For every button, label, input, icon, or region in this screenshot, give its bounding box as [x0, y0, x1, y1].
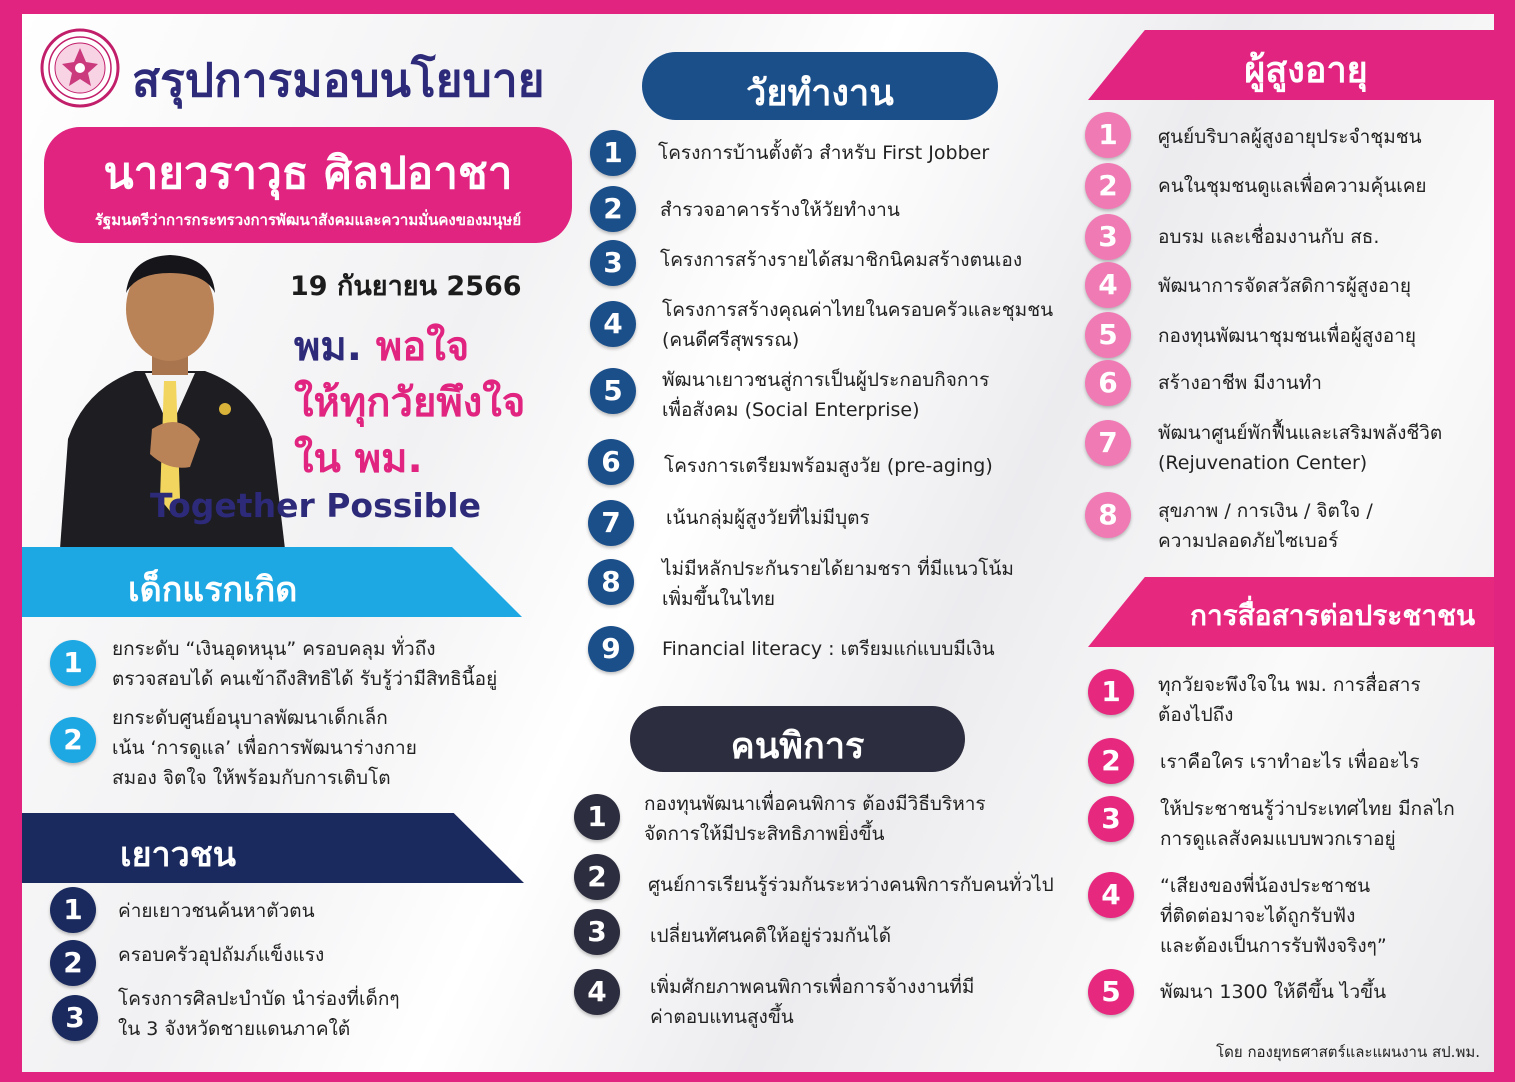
communication-number-3: 3 — [1088, 796, 1134, 842]
elderly-item-2: คนในชุมชนดูแลเพื่อความคุ้นเคย — [1158, 175, 1427, 197]
youth-item-2: ครอบครัวอุปถัมภ์แข็งแรง — [118, 944, 325, 966]
disabled-number-2: 2 — [574, 854, 620, 900]
communication-item-1: ทุกวัยจะพึงใจใน พม. การสื่อสาร ต้องไปถึง — [1158, 674, 1421, 726]
elderly-number-4: 4 — [1085, 262, 1131, 308]
communication-item-4: “เสียงของพี่น้องประชาชน ที่ติดต่อมาจะได้ถูกรับฟัง และต้องเป็นการรับฟังจริงๆ” — [1160, 875, 1387, 957]
youth-heading: เยาวชน — [120, 835, 237, 875]
child-number-1: 1 — [50, 640, 96, 686]
elderly-heading: ผู้สูงอายุ — [1244, 50, 1368, 91]
communication-number-1: 1 — [1088, 669, 1134, 715]
ministry-seal-icon — [40, 28, 120, 108]
communication-item-2: เราคือใคร เราทำอะไร เพื่ออะไร — [1160, 751, 1420, 773]
elderly-number-8: 8 — [1085, 492, 1131, 538]
youth-number-3: 3 — [52, 995, 98, 1041]
working-number-3: 3 — [590, 240, 636, 286]
slogan-ministry: พม. — [294, 324, 362, 370]
child-item-2: ยกระดับศูนย์อนุบาลพัฒนาเด็กเล็ก เน้น ‘การดูแล’ เพื่อการพัฒนาร่างกาย สมอง จิตใจ ให้พร้อมกับการเติบโต — [112, 707, 417, 789]
working-item-2: สำรวจอาคารร้างให้วัยทำงาน — [660, 199, 900, 221]
working-item-6: โครงการเตรียมพร้อมสูงวัย (pre-aging) — [664, 455, 993, 477]
working-item-7: เน้นกลุ่มผู้สูงวัยที่ไม่มีบุตร — [666, 507, 870, 529]
elderly-item-7: พัฒนาศูนย์พักฟื้นและเสริมพลังชีวิต (Rejuvenation Center) — [1158, 422, 1443, 474]
youth-number-1: 1 — [50, 887, 96, 933]
working-number-2: 2 — [590, 186, 636, 232]
working-number-7: 7 — [588, 500, 634, 546]
disabled-heading: คนพิการ — [730, 726, 865, 767]
working-number-6: 6 — [588, 439, 634, 485]
elderly-item-8: สุขภาพ / การเงิน / จิตใจ / ความปลอดภัยไซเบอร์ — [1158, 500, 1373, 552]
working-item-9: Financial literacy : เตรียมแก่แบบมีเงิน — [662, 638, 995, 660]
communication-number-4: 4 — [1088, 872, 1134, 918]
slogan-line-1 — [294, 314, 469, 378]
elderly-item-1: ศูนย์บริบาลผู้สูงอายุประจำชุมชน — [1158, 126, 1422, 148]
communication-number-5: 5 — [1088, 969, 1134, 1015]
slogan-english: Together Possible — [150, 486, 481, 525]
youth-item-3: โครงการศิลปะบำบัด นำร่องที่เด็กๆ ใน 3 จังหวัดชายแดนภาคใต้ — [118, 988, 400, 1040]
elderly-item-3: อบรม และเชื่อมงานกับ สธ. — [1158, 226, 1380, 248]
child-item-1: ยกระดับ “เงินอุดหนุน” ครอบคลุม ทั่วถึง ตรวจสอบได้ คนเข้าถึงสิทธิได้ รับรู้ว่ามีสิทธินี้อยู่ — [112, 638, 498, 690]
working-item-8: ไม่มีหลักประกันรายได้ยามชรา ที่มีแนวโน้ม เพิ่มขึ้นในไทย — [662, 558, 1014, 610]
elderly-item-6: สร้างอาชีพ มีงานทำ — [1158, 372, 1322, 394]
youth-heading-banner — [22, 813, 524, 883]
footer-credit: โดย กองยุทธศาสตร์และแผนงาน สป.พม. — [1216, 1043, 1480, 1061]
elderly-number-7: 7 — [1085, 420, 1131, 466]
disabled-number-4: 4 — [574, 969, 620, 1015]
child-heading: เด็กแรกเกิด — [128, 570, 298, 610]
elderly-number-5: 5 — [1085, 312, 1131, 358]
communication-heading: การสื่อสารต่อประชาชน — [1190, 599, 1476, 632]
elderly-number-6: 6 — [1085, 360, 1131, 406]
infographic-panel — [22, 14, 1494, 1072]
communication-item-5: พัฒนา 1300 ให้ดีขึ้น ไวขึ้น — [1160, 981, 1387, 1003]
working-number-5: 5 — [590, 368, 636, 414]
elderly-item-5: กองทุนพัฒนาชุมชนเพื่อผู้สูงอายุ — [1158, 325, 1417, 347]
disabled-item-2: ศูนย์การเรียนรู้ร่วมกันระหว่างคนพิการกับคนทั่วไป — [648, 874, 1054, 896]
working-item-5: พัฒนาเยาวชนสู่การเป็นผู้ประกอบกิจการ เพื่อสังคม (Social Enterprise) — [662, 369, 990, 421]
disabled-number-1: 1 — [574, 794, 620, 840]
elderly-number-2: 2 — [1085, 163, 1131, 209]
elderly-number-1: 1 — [1085, 112, 1131, 158]
disabled-number-3: 3 — [574, 909, 620, 955]
elderly-number-3: 3 — [1085, 214, 1131, 260]
disabled-item-4: เพิ่มศักยภาพคนพิการเพื่อการจ้างงานที่มี ค่าตอบแทนสูงขึ้น — [650, 976, 975, 1028]
elderly-item-4: พัฒนาการจัดสวัสดิการผู้สูงอายุ — [1158, 275, 1411, 297]
slogan-line-3: ใน พม. — [294, 436, 423, 482]
minister-name: นายวราวุธ ศิลปอาชา — [103, 148, 513, 199]
minister-position: รัฐมนตรีว่าการกระทรวงการพัฒนาสังคมและความมั่นคงของมนุษย์ — [94, 211, 522, 229]
slogan-satisfied: พอใจ — [375, 324, 470, 370]
disabled-item-3: เปลี่ยนทัศนคติให้อยู่ร่วมกันได้ — [650, 925, 892, 947]
communication-item-3: ให้ประชาชนรู้ว่าประเทศไทย มีกลไก การดูแลสังคมแบบพวกเราอยู่ — [1160, 798, 1455, 850]
date-label: 19 กันยายน 2566 — [290, 271, 522, 302]
working-number-4: 4 — [590, 301, 636, 347]
disabled-item-1: กองทุนพัฒนาเพื่อคนพิการ ต้องมีวิธีบริหาร จัดการให้มีประสิทธิภาพยิ่งขึ้น — [644, 793, 986, 845]
working-number-8: 8 — [588, 559, 634, 605]
child-number-2: 2 — [50, 717, 96, 763]
working-number-1: 1 — [590, 130, 636, 176]
working-number-9: 9 — [588, 626, 634, 672]
working-item-4: โครงการสร้างคุณค่าไทยในครอบครัวและชุมชน (คนดีศรีสุพรรณ) — [662, 299, 1054, 351]
working-item-3: โครงการสร้างรายได้สมาชิกนิคมสร้างตนเอง — [660, 249, 1023, 271]
slogan-line-2: ให้ทุกวัยพึงใจ — [294, 380, 526, 426]
youth-number-2: 2 — [50, 940, 96, 986]
page-title: สรุปการมอบนโยบาย — [132, 53, 545, 107]
working-heading: วัยทำงาน — [746, 73, 894, 114]
working-item-1: โครงการบ้านตั้งตัว สำหรับ First Jobber — [658, 142, 990, 164]
communication-number-2: 2 — [1088, 738, 1134, 784]
youth-item-1: ค่ายเยาวชนค้นหาตัวตน — [118, 900, 315, 922]
